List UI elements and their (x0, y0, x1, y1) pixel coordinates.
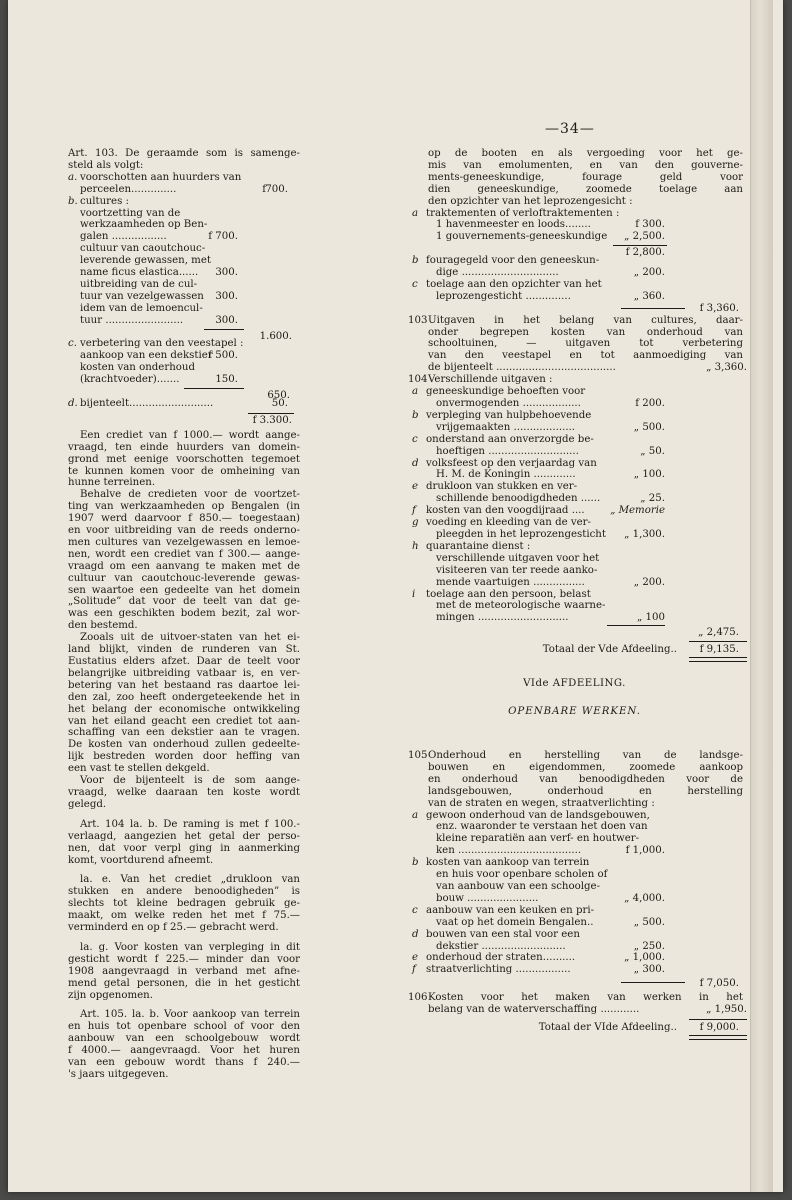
art104-item-h: h quarantaine dienst : verschillende uitgaven voor het visiteeren van ter reede aanko- mende vaartuigen ................ „ 200. (412, 540, 665, 588)
b4-line1: idem van de lemoencul- (80, 302, 203, 314)
b2-line2: leverende gewassen, met (80, 255, 211, 267)
art103: 103 Uitgaven in het belang van cultures, daar- onder begrepen kosten van onderhoud van schooltuinen, — uitgaven tot verbetering van den veestapel en tot aanmoediging van de bijenteelt ..................................... „ 3,360. (408, 314, 747, 374)
b1-line1: voortzetting van de (80, 207, 181, 219)
c1-line1: aankoop van een dekstier f 500. (80, 350, 238, 362)
item-a2: 1 gouvernements-geneeskundige „ 2,500. (436, 231, 665, 243)
subtotal-rule (184, 388, 244, 389)
c2-line1: kosten van onderhoud (80, 362, 195, 374)
art105-item-b: b kosten van aankoop van terrein en huis voor openbare scholen of van aanbouw van een schoolge- bouw ...................... „ 4,000. (412, 857, 665, 904)
item-c-line2: leprozengesticht .............. „ 360. (436, 290, 665, 302)
art104: 104 Verschillende uitgaven : (408, 374, 553, 386)
double-rule (689, 657, 747, 662)
vde-total: Totaal der Vde Afdeeling.. f 9,135. (402, 640, 747, 658)
art104-item-i: i toelage aan den persoon, belast met de meteorologische waarne- mingen ............................ „ 100 (412, 588, 665, 624)
art105: 105 Onderhoud en herstelling van de landsge- bouwen en eigendommen, zoomede aankoop en onderhoud van benoodigdheden voor de landsgebouwen, onderhoud en herstelling van de straten en wegen, straatverlichting : (408, 750, 743, 809)
art103-item-a-line2: perceelen.............. f 700. (80, 183, 288, 195)
art103-heading-cont: steld als volgt: (68, 159, 144, 171)
art103-grand-total: f 3.300. (68, 410, 300, 422)
b1-line3: galen ................. f 700. (80, 231, 238, 243)
item-c: c toelage aan den opzichter van het (412, 278, 602, 290)
paragraph-6: la. e. Van het crediet „drukloon van stukken en andere benoodigheden” is slechts tot kleine bedragen gebruik ge- maakt, om welke reden het met f 75.— verminderd en op f 25.— gebracht werd. (68, 874, 300, 934)
art103-item-a: a. voorschotten aan huurders van (68, 171, 242, 183)
art105-item-c: c aanbouw van een keuken en pri- vaat op het domein Bengalen.. „ 500. (412, 904, 665, 928)
b1-line2: werkzaamheden op Ben- (80, 219, 208, 231)
paragraph-4: Voor de bijenteelt is de som aange- vraagd, welke daaraan ten koste wordt gelegd. (68, 775, 300, 810)
paragraph-3: Zooals uit de uitvoer-staten van het ei- land blijkt, vinden de runderen van St. Eustatius elders afzet. Daar de teelt voor belangrijke uitbreiding vatbaar is, en ver- betering van het bestaand ras daartoe lei- den zal, zoo heeft ondergeteekende het in het belang der economische ontwikkeling van het eiland geacht een crediet tot aan- schaffing van een dekstier aan te vragen. De kosten van onderhoud zullen gedeelte- lijk bestreden worden door heffing van een vast te stellen dekgeld. (68, 632, 300, 775)
art104-item-d: d volksfeest op den verjaardag van H. M. de Koningin ............. „ 100. (412, 457, 665, 481)
art103-item-b: b. cultures : (68, 195, 129, 207)
paragraph-1: Een crediet van f 1000.— wordt aange- vraagd, ten einde huurders van domein- grond met eenige voorschotten tegemoet te kunnen komen voor de omheining van hunne terreinen. (68, 429, 300, 489)
paragraph-5: Art. 104 la. b. De raming is met f 100.- verlaagd, aangezien het getal der perso- nen, dat voor verpl ging in aanmerking komt, voortdurend afneemt. (68, 818, 300, 866)
art104-item-a: a geneeskundige behoeften voor onvermogenden .................. f 200. (412, 386, 665, 409)
paragraph-2: Behalve de credieten voor de voortzet- ting van werkzaamheden op Bengalen (in 1907 werd daarvoor f 850.— toegestaan) en voor uitbreiding van de reeds onderno- men cultures van vezelgewassen en lemoe- nen, wordt een crediet van f 300.— aange- vraagd om een aanvang te maken met de cultuur van caoutchouc-leverende gewas- sen waartoe een gedeelte van het domein „Solitude” dat voor de teelt van dat ge- was een geschikten bodem bezit, zal wor- den bestemd. (68, 489, 300, 632)
paragraph-7: la. g. Voor kosten van verpleging in dit gesticht wordt f 225.— minder dan voor 1908 aangevraagd in verband met afne- mend getal personen, die in het gesticht zijn opgenomen. (68, 941, 300, 1001)
art106: 106 Kosten voor het maken van werken in het belang van de waterverschaffing ............ „ 1,950. (408, 992, 747, 1016)
art103-item-d: d. bijenteelt.......................... 50. (68, 398, 288, 409)
art105-item-f: f straatverlichting ................. „ 300. (412, 964, 665, 976)
paragraph-8: Art. 105. la. b. Voor aankoop van terrein en huis tot openbare school of voor den aanbouw van een schoolgebouw wordt f 4000.— aangevraagd. Voor het huren van een gebouw wordt thans f 240.— 's jaars uitgegeven. (68, 1009, 300, 1081)
vide-total: Totaal der VIde Afdeeling.. f 9,000. (402, 1016, 747, 1036)
right-column (402, 148, 747, 1036)
art105-item-d: d bouwen van een stal voor een dekstier .......................... „ 250. (412, 928, 665, 952)
total-rule (248, 413, 294, 414)
section-subtitle: OPENBARE WERKEN. (508, 706, 641, 718)
art103-item-c: c. verbetering van den veestapel : (68, 338, 244, 350)
art105-item-e: e onderhoud der straten.......... „ 1,000. (412, 952, 665, 964)
art105-total: f 7,050. (402, 976, 747, 992)
art105-item-a: a gewoon onderhoud van de landsgebouwen, enz. waaronder te verstaan het doen van kleine reparatiën aan verf- en houtwer- ken ...................................... f 1,000. (412, 809, 665, 857)
left-column (68, 148, 300, 1081)
b3-line2: tuur van vezelgewassen 300. (80, 290, 238, 302)
subtotal-rule (621, 308, 685, 309)
total-rule (689, 641, 747, 642)
art104-total: „ 2,475. (402, 624, 747, 640)
page-number: —34— (545, 121, 595, 137)
art104-item-g: g voeding en kleeding van de ver- pleegden in het leprozengesticht „ 1,300. (412, 517, 665, 540)
subtotal-rule (204, 329, 244, 330)
c2-line2: (krachtvoeder)....... 150. (80, 374, 238, 386)
subtotal-rule (613, 245, 667, 246)
subtotal-rule (607, 625, 665, 626)
item-a1: 1 havenmeester en loods........ f 300. (436, 219, 665, 231)
total-rule (689, 1019, 747, 1020)
intro-paragraph: op de booten en als vergoeding voor het ge- mis van emolumenten, en van den gouverne- ments-geneeskundige, fourage geld voor dien geneeskundige, zoomede toelage aan den opzichter van het leprozengesicht : (428, 148, 743, 207)
item-b-line2: dige .............................. „ 200. (436, 267, 665, 279)
b4-line2: tuur ........................ 300. (80, 314, 238, 326)
b-subtotal: 1.600. (68, 327, 300, 339)
art103-heading: Art. 103. De geraamde som is samenge- (68, 148, 300, 159)
next-page-edge (750, 0, 773, 1192)
art104-item-f: f kosten van den voogdijraad .... „ Memorie (412, 505, 665, 517)
b2-line3: name ficus elastica...... 300. (80, 267, 238, 279)
art104-item-c: c onderstand aan onverzorgde be- hoeftigen ............................ „ 50. (412, 433, 665, 457)
subtotal-rule (621, 982, 685, 983)
item-b: b fouragegeld voor den geneeskun- (412, 255, 600, 267)
item-c-total: f 3,360. (402, 303, 747, 315)
item-a: a traktementen of verloftraktementen : (412, 207, 620, 219)
b3-line1: uitbreiding van de cul- (80, 278, 198, 290)
art104-item-b: b verpleging van hulpbehoevende vrijgemaakten ................... „ 500. (412, 409, 665, 433)
double-rule (689, 1035, 747, 1040)
item-a-total: f 2,800. (402, 243, 747, 255)
c-subtotal: 650. (68, 386, 300, 398)
art104-item-e: e drukloon van stukken en ver- schillende benoodigdheden ...... „ 25. (412, 481, 665, 505)
section-title: VIde AFDEELING. (523, 678, 626, 690)
b2-line1: cultuur van caoutchouc- (80, 243, 206, 255)
